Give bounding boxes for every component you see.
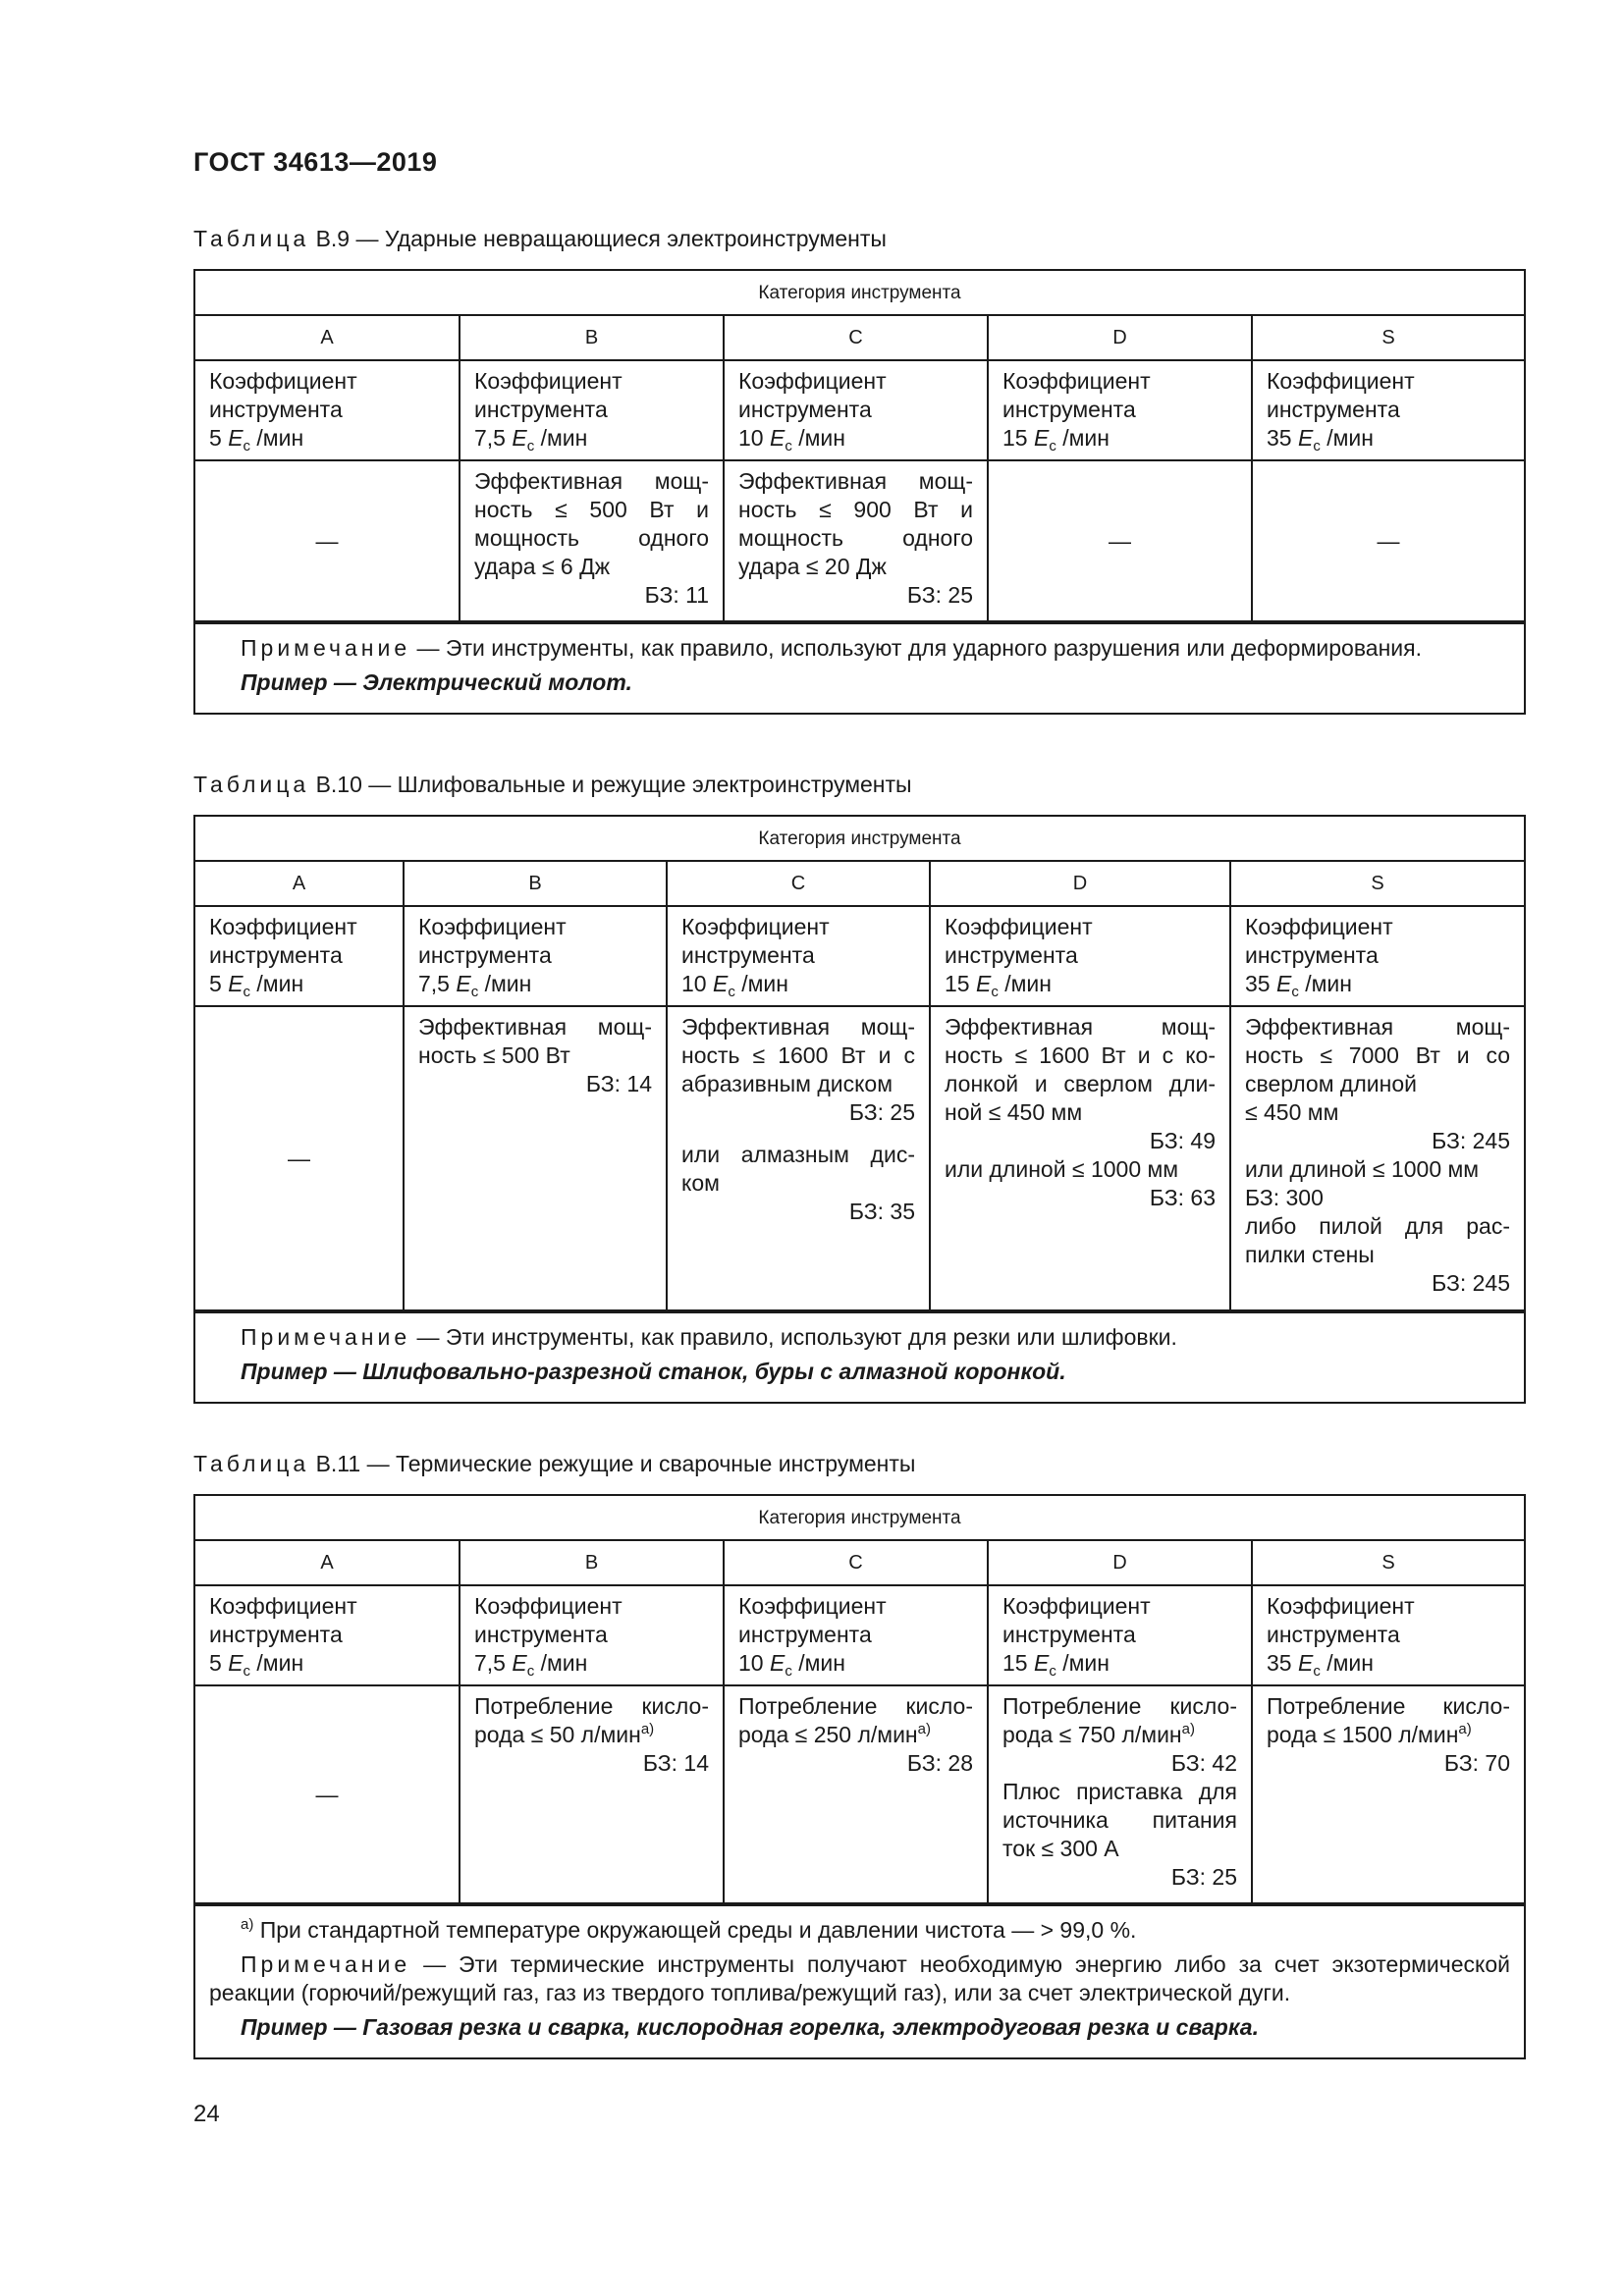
table-b10-caption xyxy=(193,772,912,798)
bz-value: БЗ: 42 xyxy=(1170,1750,1237,1776)
category-b: B xyxy=(460,315,724,360)
example: Пример — Шлифовально-разрезной станок, буры с алмазной коронкой. xyxy=(241,1359,1066,1384)
bz-value: БЗ: 63 xyxy=(1149,1185,1216,1210)
coef-cell-c: Коэффициент инструмента 10 $E_c$ /мин xyxy=(724,1585,988,1685)
coef-cell-d: Коэффициент инструмента 15 $E_c$ /мин xyxy=(988,1585,1252,1685)
category-d: D xyxy=(930,861,1230,906)
category-d: D xyxy=(988,1540,1252,1585)
category-d: D xyxy=(988,315,1252,360)
table-b10 xyxy=(193,815,1526,1404)
bz-value: БЗ: 14 xyxy=(585,1071,652,1096)
document-header: ГОСТ 34613—2019 xyxy=(193,147,438,177)
caption-prefix: Таблица xyxy=(193,1451,310,1476)
footnote-ref: a) xyxy=(640,1721,655,1737)
category-b: B xyxy=(404,861,667,906)
coef-cell-s: Коэффициент инструмента 35 $E_c$ /мин xyxy=(1252,1585,1524,1685)
footnote-ref: a) xyxy=(917,1721,931,1737)
criteria-cell-c: Потребление кисло- рода ≤ 250 л/мин$^{a)}$ БЗ: 28 xyxy=(724,1685,988,1903)
caption-prefix: Таблица xyxy=(193,772,310,797)
category-c: C xyxy=(724,315,988,360)
coef-cell-a: Коэффициент инструмента 5 $E_c$ /мин xyxy=(195,906,404,1006)
empty-cell-d: — xyxy=(988,460,1252,621)
note: Примечание — Эти термические инструменты получают необходимую энергию либо за счет экзотермической реакции (горючий/режущий газ, газ из твердого топлива/режущий газ), или за счет электрической дуги. xyxy=(209,1951,1510,2005)
coef-cell-a: Коэффициент инструмента 5 $E_c$ /мин xyxy=(195,360,460,460)
category-header: Категория инструмента xyxy=(195,817,1524,861)
table-b11 xyxy=(193,1494,1526,2059)
table-b11-caption xyxy=(193,1451,915,1477)
coef-cell-s: Коэффициент инструмента 35 $E_c$ /мин xyxy=(1252,360,1524,460)
criteria-cell-d: Потребление кисло- рода ≤ 750 л/мин$^{a)}$ БЗ: 42 Плюс приставка для источника питания ток ≤ 300 А БЗ: 25 xyxy=(988,1685,1252,1903)
bz-value: БЗ: 11 xyxy=(644,582,709,608)
category-s: S xyxy=(1252,315,1524,360)
bz-value: БЗ: 245 xyxy=(1432,1270,1510,1296)
criteria-cell-b: Эффективная мощ- ность ≤ 500 Вт БЗ: 14 xyxy=(404,1006,667,1310)
bz-value: БЗ: 25 xyxy=(906,582,973,608)
empty-cell-a: — xyxy=(195,1006,404,1310)
bz-value: БЗ: 14 xyxy=(642,1750,709,1776)
coef-cell-a: Коэффициент инструмента 5 $E_c$ /мин xyxy=(195,1585,460,1685)
empty-cell-a: — xyxy=(195,1685,460,1903)
table-b9-caption xyxy=(193,226,887,252)
criteria-cell-b: Потребление кисло- рода ≤ 50 л/мин$^{a)}$ БЗ: 14 xyxy=(460,1685,724,1903)
table-b9-notes xyxy=(195,622,1524,713)
category-a: A xyxy=(195,315,460,360)
criteria-cell-b: Эффективная мощ- ность ≤ 500 Вт и мощность одного удара ≤ 6 Дж БЗ: 11 xyxy=(460,460,724,621)
criteria-cell-d: Эффективная мощ- ность ≤ 1600 Вт и с ко- лонкой и сверлом дли- ной ≤ 450 мм БЗ: 49 или длиной ≤ 1000 мм БЗ: 63 xyxy=(930,1006,1230,1310)
footnote-ref: a) xyxy=(1458,1721,1472,1737)
category-header: Категория инструмента xyxy=(195,271,1524,315)
note: Примечание — Эти инструменты, как правило, используют для резки или шлифовки. xyxy=(241,1324,1177,1350)
category-s: S xyxy=(1230,861,1524,906)
example: Пример — Электрический молот. xyxy=(241,669,632,695)
coef-cell-c: Коэффициент инструмента 10 $E_c$ /мин xyxy=(667,906,930,1006)
page-number: 24 xyxy=(193,2101,220,2127)
coef-cell-b: Коэффициент инструмента 7,5 $E_c$ /мин xyxy=(460,1585,724,1685)
empty-cell-a: — xyxy=(195,460,460,621)
bz-value: БЗ: 35 xyxy=(848,1199,915,1224)
note: Примечание — Эти инструменты, как правило, используют для ударного разрушения или деформирования. xyxy=(241,635,1422,661)
table-b9 xyxy=(193,269,1526,715)
bz-value: БЗ: 49 xyxy=(1149,1128,1216,1153)
coef-cell-d: Коэффициент инструмента 15 $E_c$ /мин xyxy=(988,360,1252,460)
example: Пример — Газовая резка и сварка, кислородная горелка, электродуговая резка и сварка. xyxy=(241,2014,1259,2040)
criteria-cell-s: Потребление кисло- рода ≤ 1500 л/мин$^{a)}$ БЗ: 70 xyxy=(1252,1685,1524,1903)
category-a: A xyxy=(195,1540,460,1585)
caption-prefix: Таблица xyxy=(193,226,310,251)
table-b11-notes xyxy=(195,1904,1524,2057)
coef-cell-c: Коэффициент инструмента 10 $E_c$ /мин xyxy=(724,360,988,460)
bz-value: БЗ: 25 xyxy=(848,1099,915,1125)
caption-text: В.9 — Ударные невращающиеся электроинструменты xyxy=(309,226,887,251)
caption-text: В.11 — Термические режущие и сварочные инструменты xyxy=(309,1451,916,1476)
bz-value: БЗ: 245 xyxy=(1432,1128,1510,1153)
category-c: C xyxy=(667,861,930,906)
footnote: $^{a)}$ При стандартной температуре окружающей среды и давлении чистота — > 99,0 %. xyxy=(241,1916,1137,1943)
bz-value: БЗ: 28 xyxy=(906,1750,973,1776)
bz-value: БЗ: 70 xyxy=(1443,1750,1510,1776)
criteria-cell-c: Эффективная мощ- ность ≤ 900 Вт и мощность одного удара ≤ 20 Дж БЗ: 25 xyxy=(724,460,988,621)
caption-text: В.10 — Шлифовальные и режущие электроинструменты xyxy=(309,772,912,797)
category-a: A xyxy=(195,861,404,906)
criteria-cell-s: Эффективная мощ- ность ≤ 7000 Вт и со сверлом длиной ≤ 450 мм БЗ: 245 или длиной ≤ 1000 мм БЗ: 300 либо пилой для рас- пилки стены БЗ: 245 xyxy=(1230,1006,1524,1310)
coef-cell-d: Коэффициент инструмента 15 $E_c$ /мин xyxy=(930,906,1230,1006)
footnote-ref: a) xyxy=(1181,1721,1195,1737)
criteria-cell-c: Эффективная мощ- ность ≤ 1600 Вт и с абразивным диском БЗ: 25 или алмазным дис- ком БЗ: 35 xyxy=(667,1006,930,1310)
category-b: B xyxy=(460,1540,724,1585)
coef-cell-s: Коэффициент инструмента 35 $E_c$ /мин xyxy=(1230,906,1524,1006)
bz-value: БЗ: 25 xyxy=(1170,1864,1237,1890)
empty-cell-s: — xyxy=(1252,460,1524,621)
coef-cell-b: Коэффициент инструмента 7,5 $E_c$ /мин xyxy=(460,360,724,460)
category-s: S xyxy=(1252,1540,1524,1585)
category-header: Категория инструмента xyxy=(195,1496,1524,1540)
table-b10-notes xyxy=(195,1311,1524,1402)
coef-cell-b: Коэффициент инструмента 7,5 $E_c$ /мин xyxy=(404,906,667,1006)
category-c: C xyxy=(724,1540,988,1585)
